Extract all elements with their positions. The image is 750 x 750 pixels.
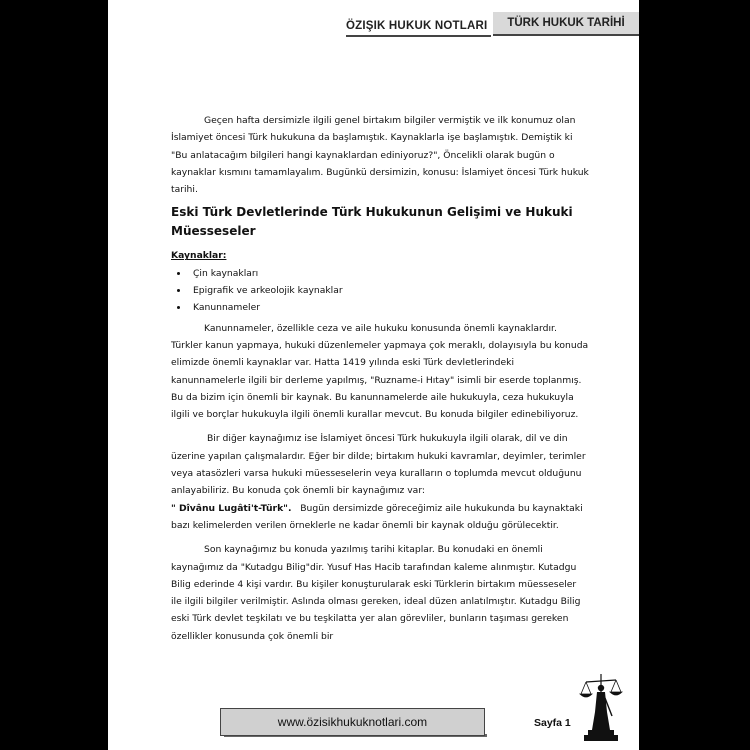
paragraph-dil-ve-din <box>171 430 589 534</box>
header-section-title: TÜRK HUKUK TARİHİ <box>493 12 639 36</box>
header-site-title: ÖZIŞIK HUKUK NOTLARI <box>346 20 488 32</box>
lady-justice-icon <box>576 668 626 746</box>
divan-title: " Dîvânu Lugâti't-Türk". <box>171 502 292 514</box>
intro-paragraph: Geçen hafta dersimizle ilgili genel birtakım bilgiler vermiştik ve ilk konumuz olan İslamiyet öncesi Türk hukukuna da başlamıştık. Kaynaklarla işe başlamıştık. Demiştik ki "Bu anlatacağım bilgileri hangi kaynaklardan ediniyoruz?", Öncelikli olarak bugün o kaynaklar kısmını tamamlayalım. Bugünkü dersimizin, konusu: İslamiyet öncesi Türk hukuk tarihi. <box>171 115 589 196</box>
document-body <box>171 112 589 645</box>
sources-label: Kaynaklar: <box>171 250 227 262</box>
paragraph-text: Bir diğer kaynağımız ise İslamiyet öncesi Türk hukukuyla ilgili olarak, dil ve din üzerine yapılan çalışmalardır. Eğer bir dilde; birtakım hukuki kavramlar, deyimler, terimler veya atasözleri varsa hukuki müesseselerin veya kuralların o toplumda mevcut olduğunu anlayabiliriz. Bu konuda çok önemli bir kaynağımız var: <box>171 433 586 497</box>
footer-url-box <box>220 708 485 736</box>
list-item: • Epigrafik ve arkeolojik kaynaklar <box>189 282 589 299</box>
document-page <box>108 0 639 750</box>
list-item: • Çin kaynakları <box>189 265 589 282</box>
footer-url[interactable]: www.özisikhukuknotlari.com <box>277 715 428 729</box>
list-item: • Kanunnameler <box>189 299 589 316</box>
header-rule <box>346 35 491 37</box>
paragraph-kanunnameler: Kanunnameler, özellikle ceza ve aile hukuku konusunda önemli kaynaklardır. Türkler kanun yapmaya, hukuki düzenlemeler yapmaya çok meraklı, dolayısıyla bu konuda elimizde önemli kaynaklar var. Hatta 1419 yılında eski Türk devletlerindeki kanunnamelerle ilgili bir derleme yapılmış, "Ruzname-i Hıtay" isimli bir eserde toplanmış. Bu da bizim için önemli bir kaynak. Bu kanunnamelerde aile hukukuyla, ceza hukukuyla ilgili ve borçlar hukukuyla ilgili önemli kurallar mevcut. Bu konuda bilgiler edinebiliyoruz. <box>171 322 589 421</box>
page-number: Sayfa 1 <box>534 717 571 729</box>
paragraph-kutadgu-bilig: Son kaynağımız bu konuda yazılmış tarihi kitaplar. Bu konudaki en önemli kaynağımız da "Kutadgu Bilig"dir. Yusuf Has Hacib tarafından kaleme alınmıştır. Kutadgu Bilig ederinde 4 kişi vardır. Bu kişiler konuşturularak eski Türklerin birtakım müesseseler ile ilgili bilgiler verilmiştir. Aslında olması gereken, ideal düzen anlatılmıştır. Kutadgu Bilig eski Türk devlet teşkilatı ve bu teşkilatta yer alan görevliler, bunların taşıması gereken özellikler konusunda çok önemli bir <box>171 544 581 642</box>
section-heading: Eski Türk Devletlerinde Türk Hukukunun Gelişimi ve Hukuki Müesseseler <box>171 205 573 239</box>
sources-list <box>171 265 589 317</box>
paragraph-text: Bugün dersimizde göreceğimiz aile hukukunda bu kaynaktaki bazı kelimelerden verilen örneklerle ne kadar önemli bir kaynak olduğu görülecektir. <box>171 502 583 531</box>
